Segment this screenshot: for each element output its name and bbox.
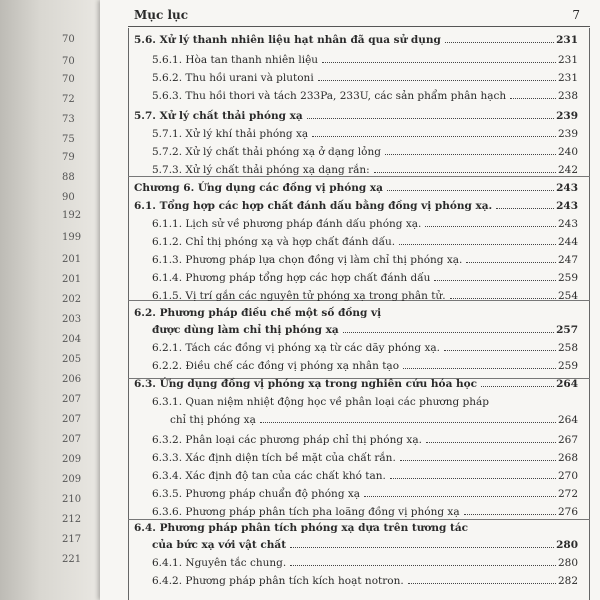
toc-entry-page: 280 xyxy=(557,557,578,569)
dot-leader xyxy=(387,190,554,191)
adjacent-page-edge xyxy=(0,0,100,600)
dot-leader xyxy=(374,172,556,173)
dot-leader xyxy=(466,262,556,263)
toc-entry-title: 6.3. Ứng dụng đồng vị phóng xạ trong nghiên cứu hóa học xyxy=(134,378,478,390)
toc-entry-page: 244 xyxy=(557,236,578,248)
toc-entry[interactable] xyxy=(152,360,578,372)
dot-leader xyxy=(318,80,556,81)
toc-entry-page: 282 xyxy=(557,575,578,587)
toc-entry-title: 5.6.1. Hòa tan thanh nhiên liệu xyxy=(152,54,319,66)
toc-entry[interactable] xyxy=(134,110,578,122)
edge-page-number: 202 xyxy=(62,294,82,305)
toc-entry-page: 259 xyxy=(557,360,578,372)
header-rule xyxy=(128,26,590,27)
dot-leader xyxy=(290,565,556,566)
toc-entry-page: 276 xyxy=(557,506,578,518)
toc-entry[interactable] xyxy=(152,342,578,354)
dot-leader xyxy=(312,136,556,137)
toc-page xyxy=(100,0,600,600)
dot-leader xyxy=(307,118,554,119)
toc-entry[interactable] xyxy=(152,236,578,248)
toc-entry[interactable] xyxy=(152,539,578,551)
edge-page-number: 88 xyxy=(62,172,75,183)
toc-entry-page: 247 xyxy=(557,254,578,266)
toc-entry[interactable] xyxy=(152,128,578,140)
toc-entry[interactable] xyxy=(170,414,578,426)
edge-page-number: 212 xyxy=(62,514,82,525)
toc-entry-page: 240 xyxy=(557,146,578,158)
edge-page-number: 204 xyxy=(62,334,82,345)
toc-entry[interactable] xyxy=(152,254,578,266)
toc-entry-title: 5.6.2. Thu hồi urani và plutoni xyxy=(152,72,314,84)
toc-entry-page: 259 xyxy=(557,272,578,284)
edge-page-number: 75 xyxy=(62,134,75,145)
toc-entry[interactable] xyxy=(152,164,578,176)
toc-entry-line[interactable]: 6.3.1. Quan niệm nhiệt động học về phân loại các phương pháp xyxy=(152,396,489,408)
toc-entry[interactable] xyxy=(134,34,578,46)
toc-entry[interactable] xyxy=(152,506,578,518)
dot-leader xyxy=(400,460,556,461)
dot-leader xyxy=(464,514,556,515)
toc-entry-page: 264 xyxy=(556,378,578,390)
toc-entry[interactable] xyxy=(152,272,578,284)
edge-page-number: 210 xyxy=(62,494,82,505)
toc-entry-title: 6.4.1. Nguyên tắc chung. xyxy=(152,557,287,569)
toc-entry-title: 6.1.5. Vị trí gắn các nguyên tử phóng xạ trong phân tử. xyxy=(152,290,446,302)
toc-entry-page: 258 xyxy=(557,342,578,354)
section-divider xyxy=(128,519,590,520)
toc-entry-title: 6.3.6. Phương pháp phân tích pha loãng đồng vị phóng xạ xyxy=(152,506,460,518)
toc-entry-title: được dùng làm chỉ thị phóng xạ xyxy=(152,324,339,336)
dot-leader xyxy=(481,386,554,387)
edge-page-number: 217 xyxy=(62,534,82,545)
toc-entry-title: 6.1.3. Phương pháp lựa chọn đồng vị làm chỉ thị phóng xạ. xyxy=(152,254,463,266)
dot-leader xyxy=(364,496,556,497)
dot-leader xyxy=(450,298,556,299)
toc-entry-title: 6.3.2. Phân loại các phương pháp chỉ thị phóng xạ. xyxy=(152,434,422,446)
dot-leader xyxy=(510,98,556,99)
toc-entry-page: 280 xyxy=(556,539,578,551)
dot-leader xyxy=(426,442,556,443)
toc-entry-page: 231 xyxy=(557,54,578,66)
edge-page-number: 70 xyxy=(62,56,75,67)
toc-entry-title: 6.1.1. Lịch sử về phương pháp đánh dấu phóng xạ. xyxy=(152,218,422,230)
page-number: 7 xyxy=(572,8,580,22)
page-header-title: Mục lục xyxy=(134,8,189,22)
toc-entry-page: 264 xyxy=(557,414,578,426)
dot-leader xyxy=(445,42,554,43)
toc-entry[interactable] xyxy=(152,290,578,302)
toc-entry-line[interactable]: 6.4. Phương pháp phân tích phóng xạ dựa trên tương tác xyxy=(134,522,469,534)
edge-page-number: 201 xyxy=(62,254,82,265)
edge-page-number: 201 xyxy=(62,274,82,285)
toc-entry-page: 267 xyxy=(557,434,578,446)
dot-leader xyxy=(322,62,556,63)
edge-page-number: 207 xyxy=(62,434,82,445)
toc-entry-page: 238 xyxy=(557,90,578,102)
toc-entry-page: 242 xyxy=(557,164,578,176)
toc-entry[interactable] xyxy=(152,90,578,102)
edge-page-number: 199 xyxy=(62,232,82,243)
toc-entry-page: 243 xyxy=(557,218,578,230)
toc-entry[interactable] xyxy=(134,200,578,212)
dot-leader xyxy=(390,478,556,479)
toc-entry-title: 5.7.1. Xử lý khí thải phóng xạ xyxy=(152,128,309,140)
edge-page-number: 70 xyxy=(62,34,75,45)
toc-entry-title: 6.4.2. Phương pháp phân tích kích hoạt notron. xyxy=(152,575,404,587)
toc-entry-page: 231 xyxy=(557,72,578,84)
edge-page-number: 221 xyxy=(62,554,82,565)
toc-entry-title: 5.7.3. Xử lý chất thải phóng xạ dạng rắn: xyxy=(152,164,370,176)
toc-entry-title: 6.1. Tổng hợp các hợp chất đánh dấu bằng đồng vị phóng xạ. xyxy=(134,200,493,212)
toc-entry-title: 5.7.2. Xử lý chất thải phóng xạ ở dạng lỏng xyxy=(152,146,381,158)
toc-entry-title: 5.6. Xử lý thanh nhiên liệu hạt nhân đã qua sử dụng xyxy=(134,34,441,46)
toc-entry[interactable] xyxy=(152,434,578,446)
edge-page-number: 203 xyxy=(62,314,82,325)
edge-page-number: 209 xyxy=(62,454,82,465)
toc-entry-page: 243 xyxy=(556,200,578,212)
toc-entry-page: 254 xyxy=(557,290,578,302)
edge-page-number: 70 xyxy=(62,74,75,85)
toc-entry[interactable] xyxy=(152,146,578,158)
dot-leader xyxy=(399,244,556,245)
toc-entry-title: 5.6.3. Thu hồi thori và tách 233Pa, 233U, các sản phẩm phân hạch xyxy=(152,90,507,102)
edge-page-number: 73 xyxy=(62,114,75,125)
toc-entry-title: 6.3.4. Xác định độ tan của các chất khó tan. xyxy=(152,470,386,482)
edge-page-number: 72 xyxy=(62,94,75,105)
toc-entry-page: 239 xyxy=(556,110,578,122)
edge-page-number: 207 xyxy=(62,394,82,405)
dot-leader xyxy=(343,332,554,333)
toc-entry[interactable] xyxy=(152,218,578,230)
dot-leader xyxy=(260,422,556,423)
toc-entry-title: 6.1.4. Phương pháp tổng hợp các hợp chất đánh dấu xyxy=(152,272,431,284)
edge-page-number: 79 xyxy=(62,152,75,163)
dot-leader xyxy=(496,208,554,209)
dot-leader xyxy=(425,226,556,227)
edge-page-number: 90 xyxy=(62,192,75,203)
dot-leader xyxy=(385,154,556,155)
dot-leader xyxy=(434,280,556,281)
toc-entry-title: Chương 6. Ứng dụng các đồng vị phóng xạ xyxy=(134,182,383,194)
toc-entry-page: 270 xyxy=(557,470,578,482)
toc-entry[interactable] xyxy=(152,557,578,569)
dot-leader xyxy=(408,583,556,584)
toc-entry-page: 272 xyxy=(557,488,578,500)
toc-entry-line[interactable]: 6.2. Phương pháp điều chế một số đồng vị xyxy=(134,307,382,319)
toc-entry-title: 6.2.2. Điều chế các đồng vị phóng xạ nhân tạo xyxy=(152,360,400,372)
toc-entry[interactable] xyxy=(152,575,578,587)
edge-page-number: 205 xyxy=(62,354,82,365)
toc-entry-title: 6.3.5. Phương pháp chuẩn độ phóng xạ xyxy=(152,488,361,500)
edge-page-number: 207 xyxy=(62,414,82,425)
edge-page-number: 192 xyxy=(62,210,82,221)
toc-entry[interactable] xyxy=(152,324,578,336)
toc-entry-title: 5.7. Xử lý chất thải phóng xạ xyxy=(134,110,303,122)
toc-entry[interactable] xyxy=(134,378,578,390)
toc-entry-page: 268 xyxy=(557,452,578,464)
dot-leader xyxy=(444,350,556,351)
toc-entry[interactable] xyxy=(134,182,578,194)
toc-entry-page: 243 xyxy=(556,182,578,194)
toc-entry-title: 6.1.2. Chỉ thị phóng xạ và hợp chất đánh dấu. xyxy=(152,236,396,248)
toc-entry-page: 257 xyxy=(556,324,578,336)
section-divider xyxy=(128,176,590,177)
toc-entry[interactable] xyxy=(152,488,578,500)
edge-page-number: 206 xyxy=(62,374,82,385)
toc-entry-title: của bức xạ với vật chất xyxy=(152,539,287,551)
toc-entry[interactable] xyxy=(152,54,578,66)
edge-page-number: 209 xyxy=(62,474,82,485)
toc-entry-title: 6.3.3. Xác định diện tích bề mặt của chất rắn. xyxy=(152,452,396,464)
toc-entry-page: 239 xyxy=(557,128,578,140)
dot-leader xyxy=(403,368,556,369)
toc-entry-title: 6.2.1. Tách các đồng vị phóng xạ từ các dãy phóng xạ. xyxy=(152,342,440,354)
toc-entry[interactable] xyxy=(152,470,578,482)
toc-entry[interactable] xyxy=(152,72,578,84)
toc-entry[interactable] xyxy=(152,452,578,464)
toc-entry-title: chỉ thị phóng xạ xyxy=(170,414,256,426)
toc-entry-page: 231 xyxy=(556,34,578,46)
dot-leader xyxy=(290,547,554,548)
